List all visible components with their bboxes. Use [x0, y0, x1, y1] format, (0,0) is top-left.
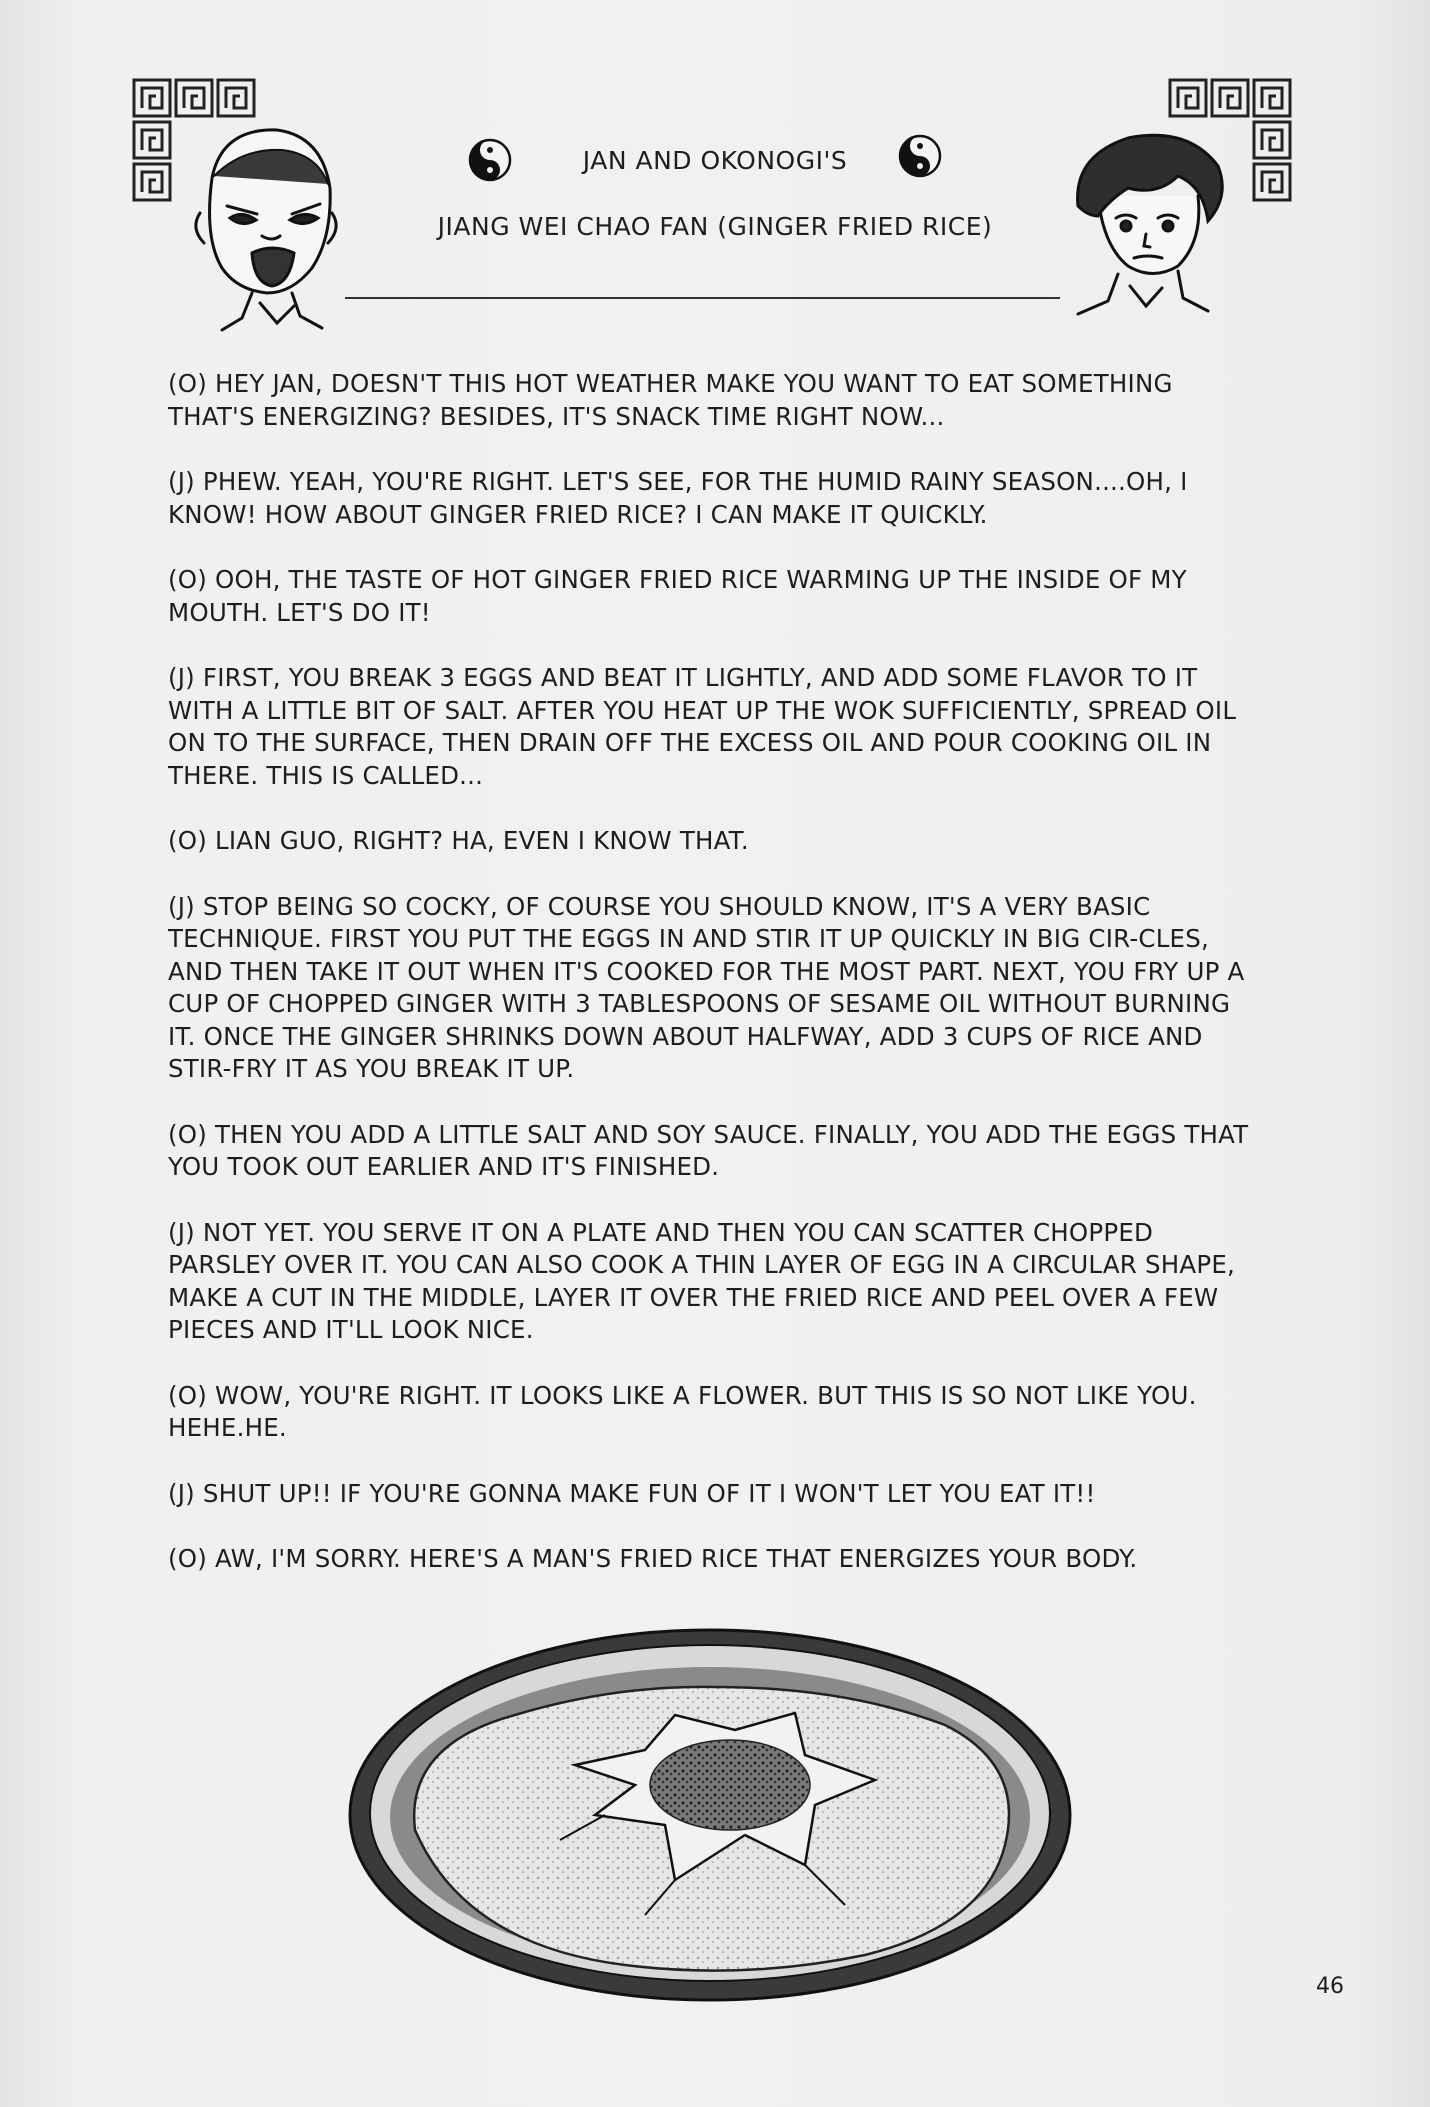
title-underline [345, 297, 1060, 299]
dialogue-line: (O) HEY JAN, DOESN'T THIS HOT WEATHER MAKE YOU WANT TO EAT SOMETHING THAT'S ENERGIZING? BESIDES, IT'S SNACK TIME RIGHT NOW... [168, 369, 1173, 431]
dialogue-line: (J) SHUT UP!! IF YOU'RE GONNA MAKE FUN OF IT I WON'T LET YOU EAT IT!! [168, 1478, 1096, 1508]
recipe-title: JAN AND OKONOGI'S [582, 146, 848, 175]
dialogue-text [168, 368, 1258, 1609]
dialogue-line: (O) LIAN GUO, RIGHT? HA, EVEN I KNOW THAT. [168, 826, 749, 855]
dialogue-line: (O) OOH, THE TASTE OF HOT GINGER FRIED RICE WARMING UP THE INSIDE OF MY MOUTH. LET'S DO IT! [168, 565, 1187, 627]
dialogue-line: (J) STOP BEING SO COCKY, OF COURSE YOU SHOULD KNOW, IT'S A VERY BASIC TECHNIQUE. FIRST YOU PUT THE EGGS IN AND STIR IT UP QUICKLY IN BIG CIR-CLES, AND THEN TAKE IT OUT WHEN IT'S COOKED FOR THE MOST PART. NEXT, YOU FRY UP A CUP OF CHOPPED GINGER WITH 3 TABLESPOONS OF SESAME OIL WITHOUT BURNING IT. ONCE THE GINGER SHRINKS DOWN ABOUT HALFWAY, ADD 3 CUPS OF RICE AND STIR-FRY IT AS YOU BREAK IT UP. [168, 891, 1245, 1083]
fried-rice-plate-illustration [345, 1625, 1075, 2005]
recipe-subtitle: JIANG WEI CHAO FAN (GINGER FRIED RICE) [437, 212, 993, 241]
page-number: 46 [1316, 1974, 1344, 1999]
dialogue-line: (O) AW, I'M SORRY. HERE'S A MAN'S FRIED RICE THAT ENERGIZES YOUR BODY. [168, 1544, 1138, 1573]
dialogue-line: (O) WOW, YOU'RE RIGHT. IT LOOKS LIKE A FLOWER. BUT THIS IS SO NOT LIKE YOU. HEHE.HE. [168, 1380, 1197, 1442]
dialogue-line: (J) PHEW. YEAH, YOU'RE RIGHT. LET'S SEE, FOR THE HUMID RAINY SEASON....OH, I KNOW! HOW ABOUT GINGER FRIED RICE? I CAN MAKE IT QUICKLY. [168, 467, 1188, 529]
dialogue-line: (J) NOT YET. YOU SERVE IT ON A PLATE AND THEN YOU CAN SCATTER CHOPPED PARSLEY OVER IT. YOU CAN ALSO COOK A THIN LAYER OF EGG IN A CIRCULAR SHAPE, MAKE A CUT IN THE MIDDLE, LAYER IT OVER THE FRIED RICE AND PEEL OVER A FEW PIECES AND IT'LL LOOK NICE. [168, 1217, 1235, 1344]
dialogue-line: (O) THEN YOU ADD A LITTLE SALT AND SOY SAUCE. FINALLY, YOU ADD THE EGGS THAT YOU TOOK OUT EARLIER AND IT'S FINISHED. [168, 1119, 1249, 1181]
dialogue-line: (J) FIRST, YOU BREAK 3 EGGS AND BEAT IT LIGHTLY, AND ADD SOME FLAVOR TO IT WITH A LITTLE BIT OF SALT. AFTER YOU HEAT UP THE WOK SUFFICIENTLY, SPREAD OIL ON TO THE SURFACE, THEN DRAIN OFF THE EXCESS OIL AND POUR COOKING OIL IN THERE. THIS IS CALLED... [168, 663, 1237, 790]
